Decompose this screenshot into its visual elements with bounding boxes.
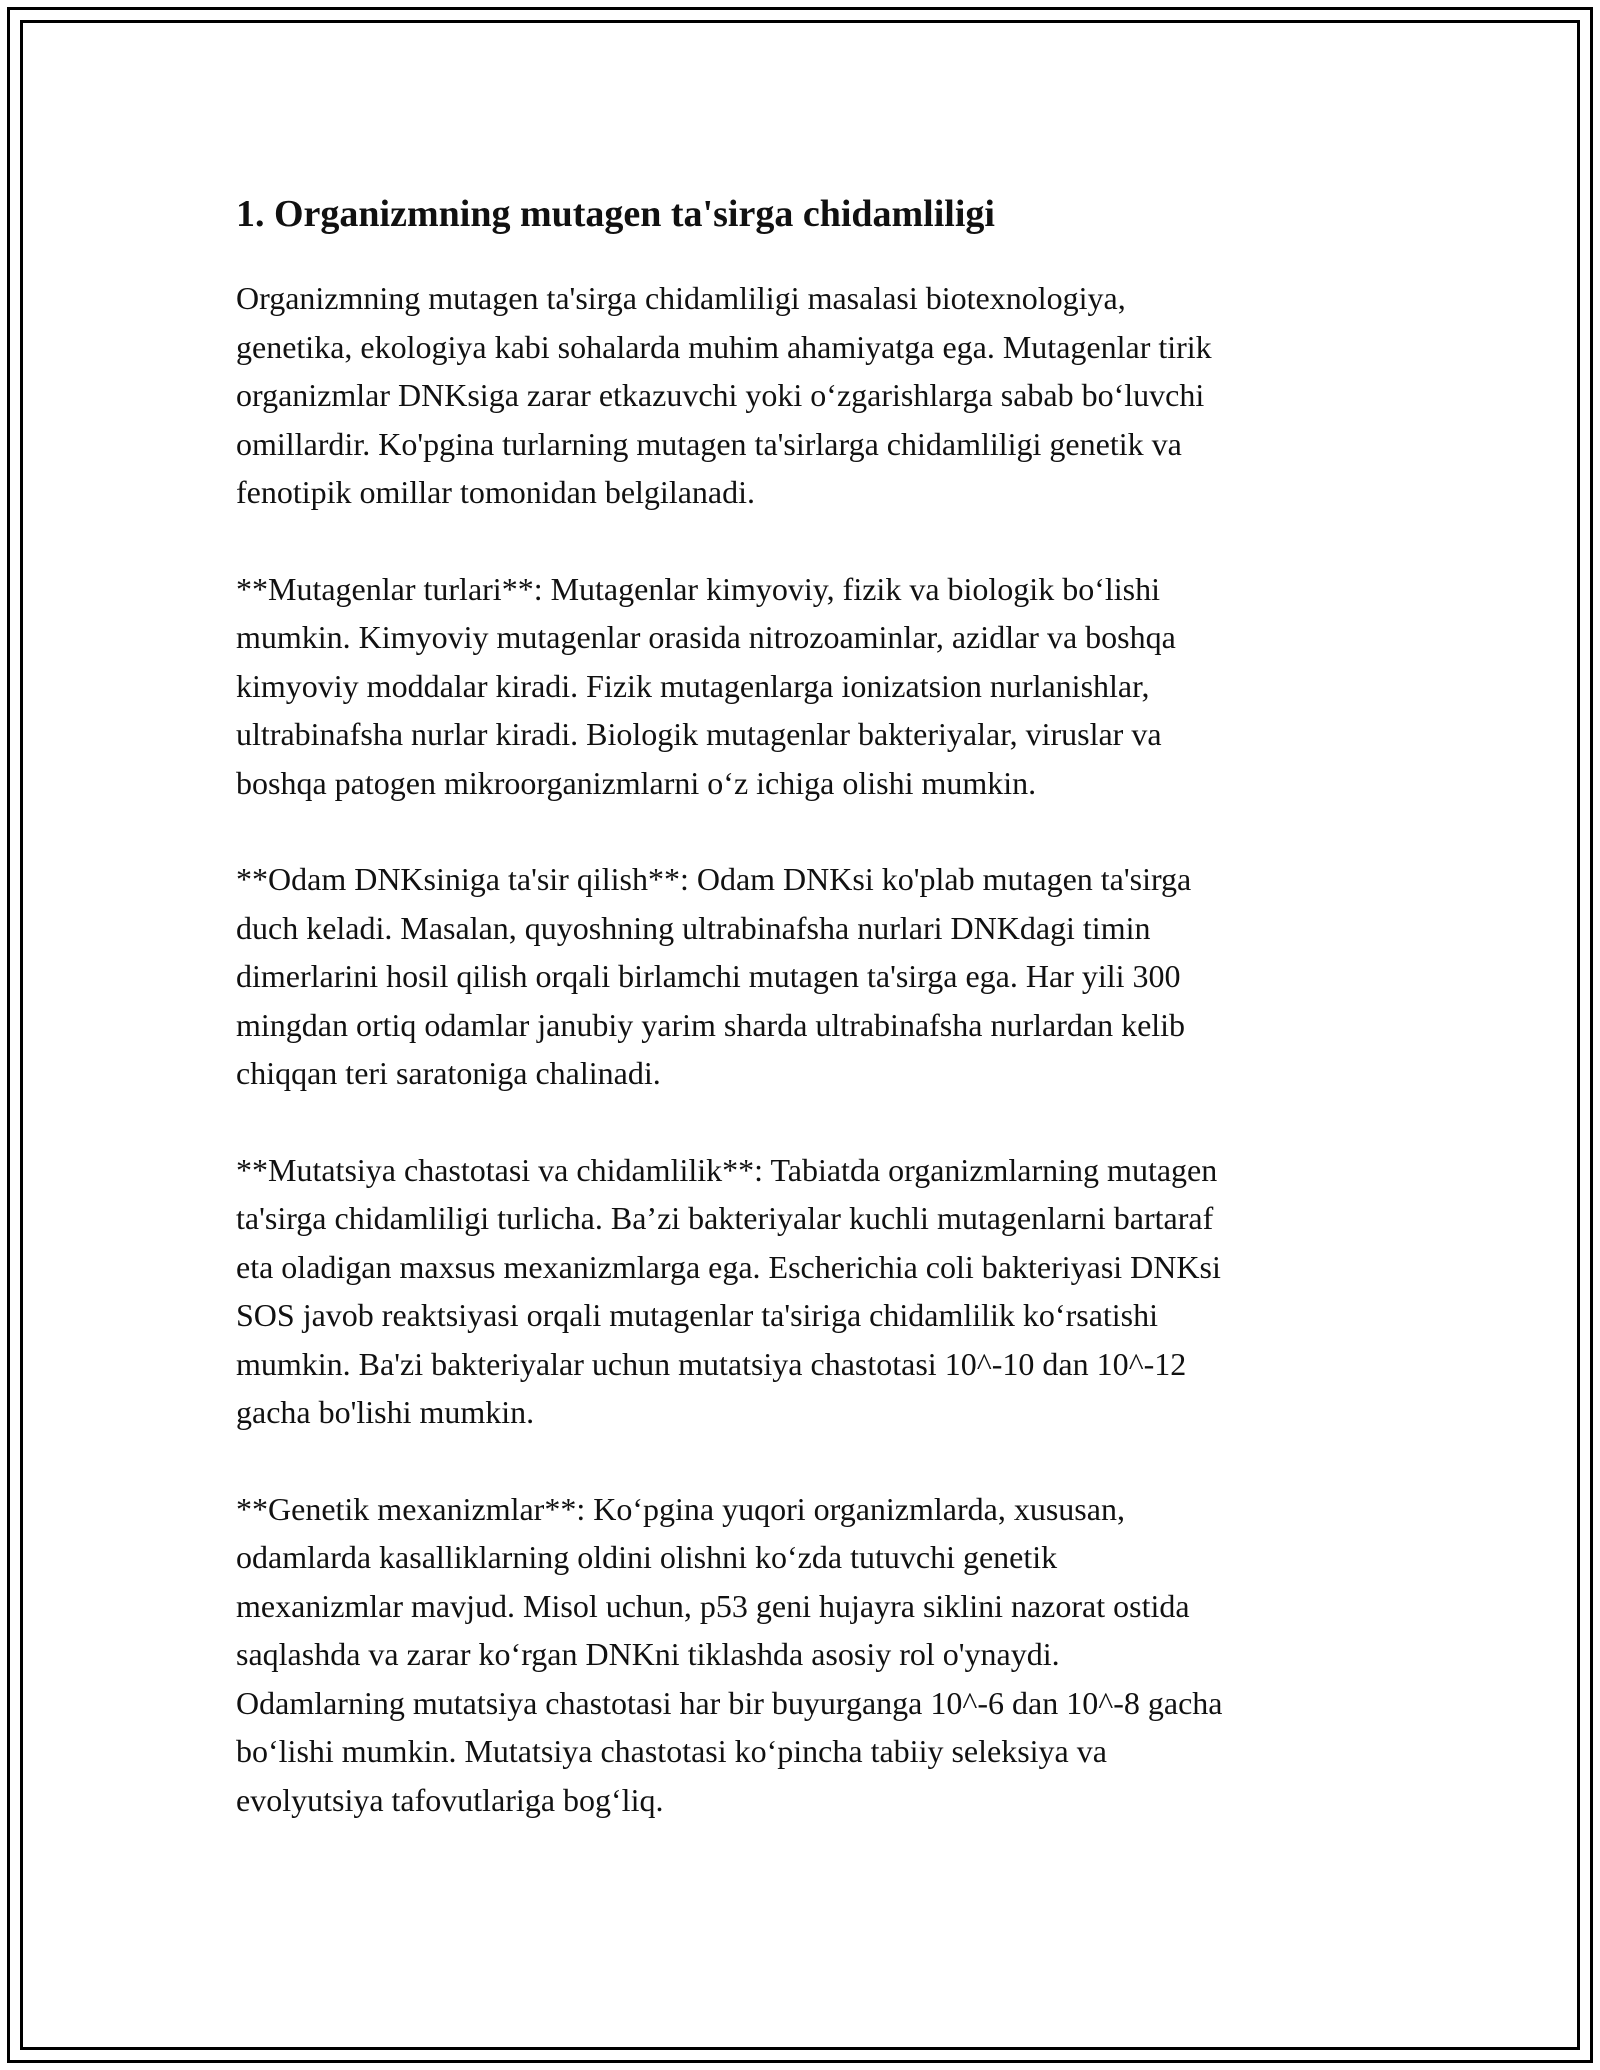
- paragraph-genetic-mechanisms: **Genetik mexanizmlar**: Ko‘pgina yuqori organizmlarda, xususan, odamlarda kasalliklarning oldini olishni ko‘zda tutuvchi genetik mexanizmlar mavjud. Misol uchun, p53 geni hujayra siklini nazorat ostida saqlashda va zarar ko‘rgan DNKni tiklashda asosiy rol o'ynaydi. Odamlarning mutatsiya chastotasi har bir buyurganga 10^-6 dan 10^-8 gacha bo‘lishi mumkin. Mutatsiya chastotasi ko‘pincha tabiiy seleksiya va evolyutsiya tafovutlariga bog‘liq.: [236, 1490, 1223, 1818]
- paragraph-intro: Organizmning mutagen ta'sirga chidamliligi masalasi biotexnologiya, genetika, ekologiya kabi sohalarda muhim ahamiyatga ega. Mutagenlar tirik organizmlar DNKsiga zarar etkazuvchi yoki o‘zgarishlarga sabab bo‘luvchi omillardir. Ko'pgina turlarning mutagen ta'sirlarga chidamliligi genetik va fenotipik omillar tomonidan belgilanadi.: [236, 280, 1212, 510]
- paragraph-mutagen-types: **Mutagenlar turlari**: Mutagenlar kimyoviy, fizik va biologik bo‘lishi mumkin. Kimyoviy mutagenlar orasida nitrozoaminlar, azidlar va boshqa kimyoviy moddalar kiradi. Fizik mutagenlarga ionizatsion nurlanishlar, ultrabinafsha nurlar kiradi. Biologik mutagenlar bakteriyalar, viruslar va boshqa patogen mikroorganizmlarni o‘z ichiga olishi mumkin.: [236, 570, 1176, 801]
- document-body: [236, 188, 1386, 1872]
- paragraph-human-dna: **Odam DNKsiniga ta'sir qilish**: Odam DNKsi ko'plab mutagen ta'sirga duch keladi. Masalan, quyoshning ultrabinafsha nurlari DNKdagi timin dimerlarini hosil qilish orqali birlamchi mutagen ta'sirga ega. Har yili 300 mingdan ortiq odamlar janubiy yarim sharda ultrabinafsha nurlardan kelib chiqqan teri saratoniga chalinadi.: [236, 861, 1192, 1091]
- section-title: 1. Organizmning mutagen ta'sirga chidamliligi: [236, 193, 995, 235]
- paragraph-mutation-frequency: **Mutatsiya chastotasi va chidamlilik**: Tabiatda organizmlarning mutagen ta'sirga chidamliligi turlicha. Ba’zi bakteriyalar kuchli mutagenlarni bartaraf eta oladigan maxsus mexanizmlarga ega. Escherichia coli bakteriyasi DNKsi SOS javob reaktsiyasi orqali mutagenlar ta'siriga chidamlilik ko‘rsatishi mumkin. Ba'zi bakteriyalar uchun mutatsiya chastotasi 10^-10 dan 10^-12 gacha bo'lishi mumkin.: [236, 1151, 1221, 1430]
